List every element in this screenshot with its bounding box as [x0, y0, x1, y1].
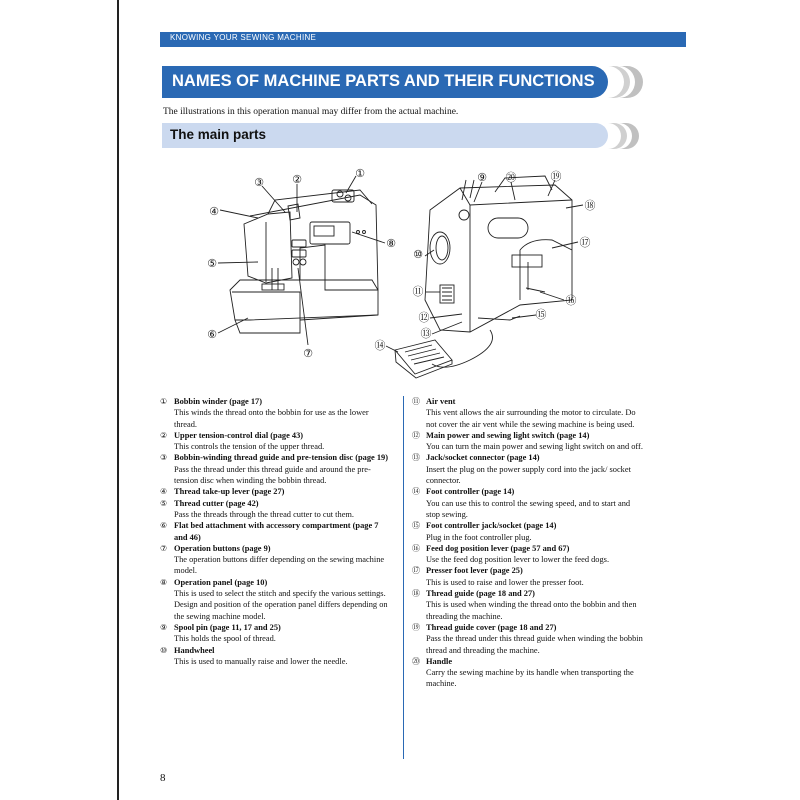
- item-name: Air vent: [426, 397, 456, 406]
- parts-list-item: [412, 588, 644, 622]
- callout-20: ⑳: [505, 171, 517, 184]
- machine-parts-diagram: [160, 160, 630, 385]
- foot-controller-illustration: [395, 340, 452, 378]
- item-name: Spool pin (page 11, 17 and 25): [174, 622, 281, 632]
- item-number: ②: [160, 430, 168, 440]
- item-name: Bobbin winder (page 17): [174, 397, 263, 406]
- parts-list-item: [160, 498, 392, 521]
- item-number: ⑨: [160, 622, 168, 632]
- item-description: Pass the thread under this thread guide when winding the bobbin thread and threading the machine.: [426, 634, 643, 655]
- callout-17: ⑰: [579, 236, 591, 249]
- item-name: Thread cutter (page 42): [174, 498, 259, 508]
- item-description: This is used to raise and lower the presser foot.: [426, 577, 584, 587]
- parts-list-item: [160, 520, 392, 543]
- callout-8: ⑧: [386, 237, 396, 250]
- item-number: ⑮: [412, 521, 420, 531]
- item-name: Presser foot lever (page 25): [426, 566, 523, 576]
- parts-list-item: [412, 656, 644, 690]
- item-number: ⑳: [412, 656, 420, 666]
- page-edge-line: [117, 0, 119, 800]
- item-number: ⑯: [412, 543, 420, 553]
- item-name: Bobbin-winding thread guide and pre-tension disc (page 19): [174, 453, 388, 463]
- subtitle-chevron-decoration: [600, 121, 645, 151]
- item-number: ⑥: [160, 521, 168, 531]
- item-description: Pass the thread under this thread guide and around the pre-tension disc when winding the bobbin thread.: [174, 464, 371, 486]
- page-number: 8: [160, 772, 166, 784]
- item-description: You can use this to control the sewing speed, and to start and stop sewing.: [426, 498, 631, 519]
- parts-list-item: [412, 543, 644, 566]
- callout-6: ⑥: [207, 328, 217, 341]
- page-title-bar: [162, 66, 608, 98]
- item-name: Operation buttons (page 9): [174, 543, 271, 553]
- item-number: ⑫: [412, 430, 420, 440]
- item-description: Carry the sewing machine by its handle when transporting the machine.: [426, 668, 634, 689]
- item-number: ①: [160, 397, 168, 406]
- parts-list-right: [412, 396, 644, 690]
- parts-list-item: [160, 396, 392, 430]
- parts-list-item: [412, 520, 644, 543]
- item-description: Use the feed dog position lever to lower the feed dogs.: [426, 555, 610, 565]
- parts-list-item: [412, 430, 644, 453]
- item-name: Thread guide (page 18 and 27): [426, 589, 535, 599]
- item-name: Thread take-up lever (page 27): [174, 487, 285, 497]
- parts-list-item: [160, 486, 392, 497]
- item-number: ⑭: [412, 487, 420, 497]
- callout-5: ⑤: [207, 257, 217, 270]
- callout-1: ①: [355, 167, 365, 180]
- callout-13: ⑬: [420, 327, 432, 340]
- parts-list-item: [412, 452, 644, 486]
- column-divider: [403, 396, 404, 759]
- parts-list-item: [160, 622, 392, 645]
- item-description: The operation buttons differ depending on the sewing machine model.: [174, 555, 385, 576]
- item-name: Upper tension-control dial (page 43): [174, 430, 304, 440]
- callout-14: ⑭: [374, 339, 386, 352]
- section-subtitle: The main parts: [170, 127, 267, 142]
- back-machine-illustration: [425, 176, 572, 367]
- section-header-text: KNOWING YOUR SEWING MACHINE: [170, 33, 317, 42]
- page-title: NAMES OF MACHINE PARTS AND THEIR FUNCTIONS: [172, 72, 595, 90]
- callout-3: ③: [254, 176, 264, 189]
- item-number: ⑰: [412, 566, 420, 576]
- callout-10: ⑩: [413, 248, 423, 261]
- callout-19: ⑲: [550, 170, 562, 183]
- item-description: This is used when winding the thread onto the bobbin and then threading the machine.: [426, 600, 637, 621]
- item-number: ④: [160, 487, 168, 497]
- parts-list-item: [160, 430, 392, 453]
- item-description: This is used to select the stitch and specify the various settings. Design and position of the operation panel differs depending on the sewing machine model.: [174, 589, 388, 621]
- callout-18: ⑱: [584, 199, 596, 212]
- item-name: Foot controller (page 14): [426, 487, 515, 497]
- item-number: ⑤: [160, 498, 168, 508]
- item-name: Handle: [426, 656, 453, 666]
- callout-2: ②: [292, 173, 302, 186]
- item-name: Thread guide cover (page 18 and 27): [426, 622, 557, 632]
- callout-4: ④: [209, 205, 219, 218]
- subtitle-bar: [162, 123, 608, 148]
- item-name: Flat bed attachment with accessory compartment (page 7 and 46): [174, 521, 379, 542]
- callout-9: ⑨: [477, 171, 487, 184]
- parts-list-item: [160, 577, 392, 622]
- parts-list-item: [412, 396, 644, 430]
- item-description: This controls the tension of the upper thread.: [174, 442, 325, 452]
- section-header-bar: [160, 32, 686, 46]
- item-name: Jack/socket connector (page 14): [426, 453, 540, 463]
- item-name: Handwheel: [174, 645, 215, 655]
- item-description: You can turn the main power and sewing light switch on and off.: [426, 442, 643, 452]
- item-name: Main power and sewing light switch (page 14): [426, 430, 590, 440]
- item-number: ⑬: [412, 453, 420, 463]
- item-number: ③: [160, 453, 168, 463]
- item-description: This holds the spool of thread.: [174, 634, 276, 644]
- callout-15: ⑮: [535, 308, 547, 321]
- item-description: Insert the plug on the power supply cord into the jack/ socket connector.: [426, 464, 631, 486]
- item-description: This is used to manually raise and lower the needle.: [174, 656, 348, 666]
- item-name: Operation panel (page 10): [174, 577, 268, 587]
- parts-list-item: [160, 452, 392, 486]
- item-description: This vent allows the air surrounding the motor to circulate. Do not cover the air vent while the sewing machine is being used.: [426, 408, 636, 429]
- parts-list-item: [160, 645, 392, 668]
- callout-16: ⑯: [565, 294, 577, 307]
- item-number: ⑪: [412, 397, 420, 406]
- item-number: ⑩: [160, 645, 168, 655]
- item-description: Pass the threads through the thread cutter to cut them.: [174, 509, 355, 519]
- parts-list-item: [412, 622, 644, 656]
- callout-12: ⑫: [418, 311, 430, 324]
- title-chevron-decoration: [600, 64, 645, 100]
- intro-text: The illustrations in this operation manual may differ from the actual machine.: [163, 107, 459, 117]
- item-number: ⑱: [412, 589, 420, 599]
- callout-11: ⑪: [412, 285, 424, 298]
- parts-list-item: [412, 486, 644, 520]
- item-number: ⑧: [160, 577, 168, 587]
- parts-list-item: [160, 543, 392, 577]
- item-description: This winds the thread onto the bobbin for use as the lower thread.: [174, 408, 369, 429]
- item-name: Foot controller jack/socket (page 14): [426, 521, 557, 531]
- item-number: ⑦: [160, 543, 168, 553]
- header-rule: [160, 46, 686, 47]
- item-description: Plug in the foot controller plug.: [426, 532, 532, 542]
- callout-7: ⑦: [303, 347, 313, 360]
- item-name: Feed dog position lever (page 57 and 67): [426, 543, 570, 553]
- item-number: ⑲: [412, 622, 420, 632]
- parts-list-left: [160, 396, 392, 667]
- parts-list-item: [412, 565, 644, 588]
